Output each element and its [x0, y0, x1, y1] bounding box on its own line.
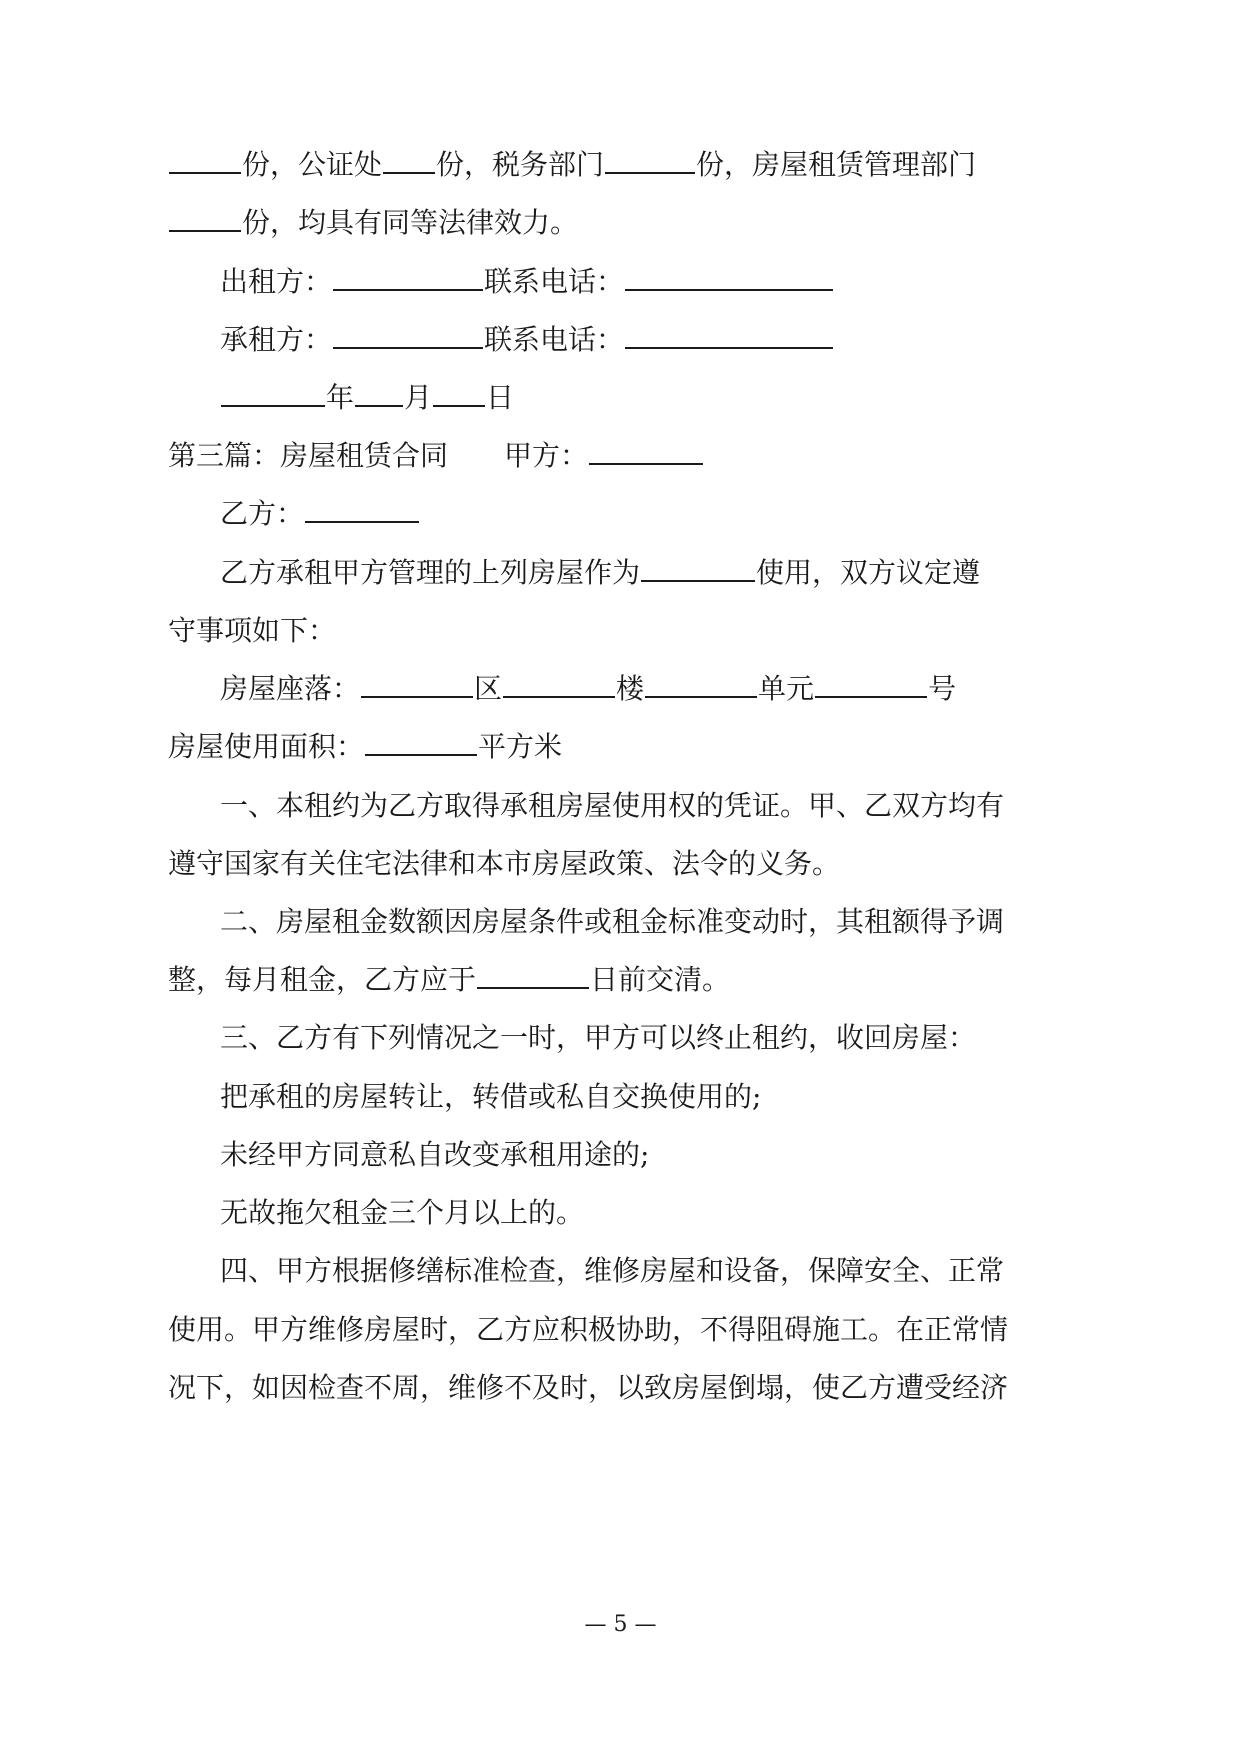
text-segment: 遵守国家有关住宅法律和本市房屋政策、法令的义务。: [168, 847, 841, 880]
text-segment: 房屋座落：: [220, 672, 361, 705]
text-line: [220, 1193, 584, 1233]
text-line: [168, 611, 336, 651]
text-segment: 未经甲方同意私自改变承租用途的;: [220, 1138, 650, 1171]
text-segment: 联系电话：: [484, 323, 625, 356]
fill-blank: [383, 146, 435, 174]
text-segment: 份，公证处: [242, 148, 383, 181]
text-segment: 甲方：: [504, 439, 589, 472]
text-segment: 号: [928, 672, 957, 705]
fill-blank: [503, 670, 615, 698]
text-segment: 房屋使用面积：: [168, 730, 365, 763]
fill-blank: [589, 437, 703, 465]
fill-blank: [641, 554, 755, 582]
text-segment: 月: [404, 381, 433, 414]
text-segment: 二、房屋租金数额因房屋条件或租金标准变动时，其租额得予调: [220, 905, 1005, 938]
text-line: [220, 1251, 1004, 1291]
text-line: [168, 1368, 1008, 1408]
fill-blank: [355, 379, 403, 407]
text-segment: 一、本租约为乙方取得承租房屋使用权的凭证。甲、乙双方均有: [220, 789, 1005, 822]
address-line: [220, 669, 956, 709]
lessor-line: [220, 262, 834, 302]
fill-blank: [169, 146, 241, 174]
fill-blank: [645, 670, 757, 698]
text-segment: 份，房屋租赁管理部门: [696, 148, 977, 181]
text-line: [168, 844, 840, 884]
text-segment: 三、乙方有下列情况之一时，甲方可以终止租约，收回房屋：: [220, 1021, 977, 1054]
fill-blank: [361, 670, 473, 698]
section-title: 第三篇：房屋租赁合同: [168, 439, 449, 472]
text-segment: 日前交清。: [590, 963, 731, 996]
text-segment: 联系电话：: [484, 265, 625, 298]
text-segment: 平方米: [478, 730, 563, 763]
text-segment: 区: [474, 672, 503, 705]
text-segment: 使用。甲方维修房屋时，乙方应积极协助，不得阻碍施工。在正常情: [168, 1313, 1009, 1346]
fill-blank: [333, 263, 483, 291]
text-line: [220, 1135, 649, 1175]
fill-blank: [333, 321, 483, 349]
text-segment: 出租方：: [220, 265, 333, 298]
area-line: [168, 727, 562, 767]
text-segment: 况下，如因检查不周，维修不及时，以致房屋倒塌，使乙方遭受经济: [168, 1371, 1009, 1404]
text-line: [168, 960, 730, 1000]
fill-blank: [433, 379, 485, 407]
text-segment: 乙方承租甲方管理的上列房屋作为: [220, 556, 641, 589]
text-segment: 承租方：: [220, 323, 333, 356]
text-segment: 楼: [616, 672, 645, 705]
text-line: [168, 1310, 1008, 1350]
text-line: [168, 145, 976, 185]
text-segment: 日: [486, 381, 515, 414]
date-line: [220, 378, 514, 418]
section-title-line: [168, 436, 704, 476]
text-segment: 份，税务部门: [436, 148, 605, 181]
text-line: [220, 494, 420, 534]
text-segment: 无故拖欠租金三个月以上的。: [220, 1196, 585, 1229]
text-line: [168, 203, 578, 243]
text-line: [220, 553, 980, 593]
lessee-line: [220, 320, 834, 360]
fill-blank: [221, 379, 325, 407]
fill-blank: [477, 961, 589, 989]
text-line: [220, 902, 1004, 942]
text-segment: 整，每月租金，乙方应于: [168, 963, 477, 996]
text-segment: 单元: [758, 672, 815, 705]
text-segment: 份，均具有同等法律效力。: [242, 206, 579, 239]
fill-blank: [305, 495, 419, 523]
fill-blank: [625, 321, 833, 349]
text-segment: 乙方：: [220, 497, 305, 530]
text-segment: 把承租的房屋转让，转借或私自交换使用的;: [220, 1080, 762, 1113]
text-segment: 四、甲方根据修缮标准检查，维修房屋和设备，保障安全、正常: [220, 1254, 1005, 1287]
text-line: [220, 1077, 761, 1117]
text-segment: 守事项如下：: [168, 614, 337, 647]
text-line: [220, 786, 1004, 826]
fill-blank: [605, 146, 695, 174]
fill-blank: [169, 204, 241, 232]
fill-blank: [625, 263, 833, 291]
fill-blank: [815, 670, 927, 698]
text-segment: 年: [326, 381, 355, 414]
page-number: — 5 —: [584, 1612, 657, 1637]
text-line: [220, 1018, 976, 1058]
fill-blank: [365, 728, 477, 756]
text-segment: 使用，双方议定遵: [756, 556, 981, 589]
